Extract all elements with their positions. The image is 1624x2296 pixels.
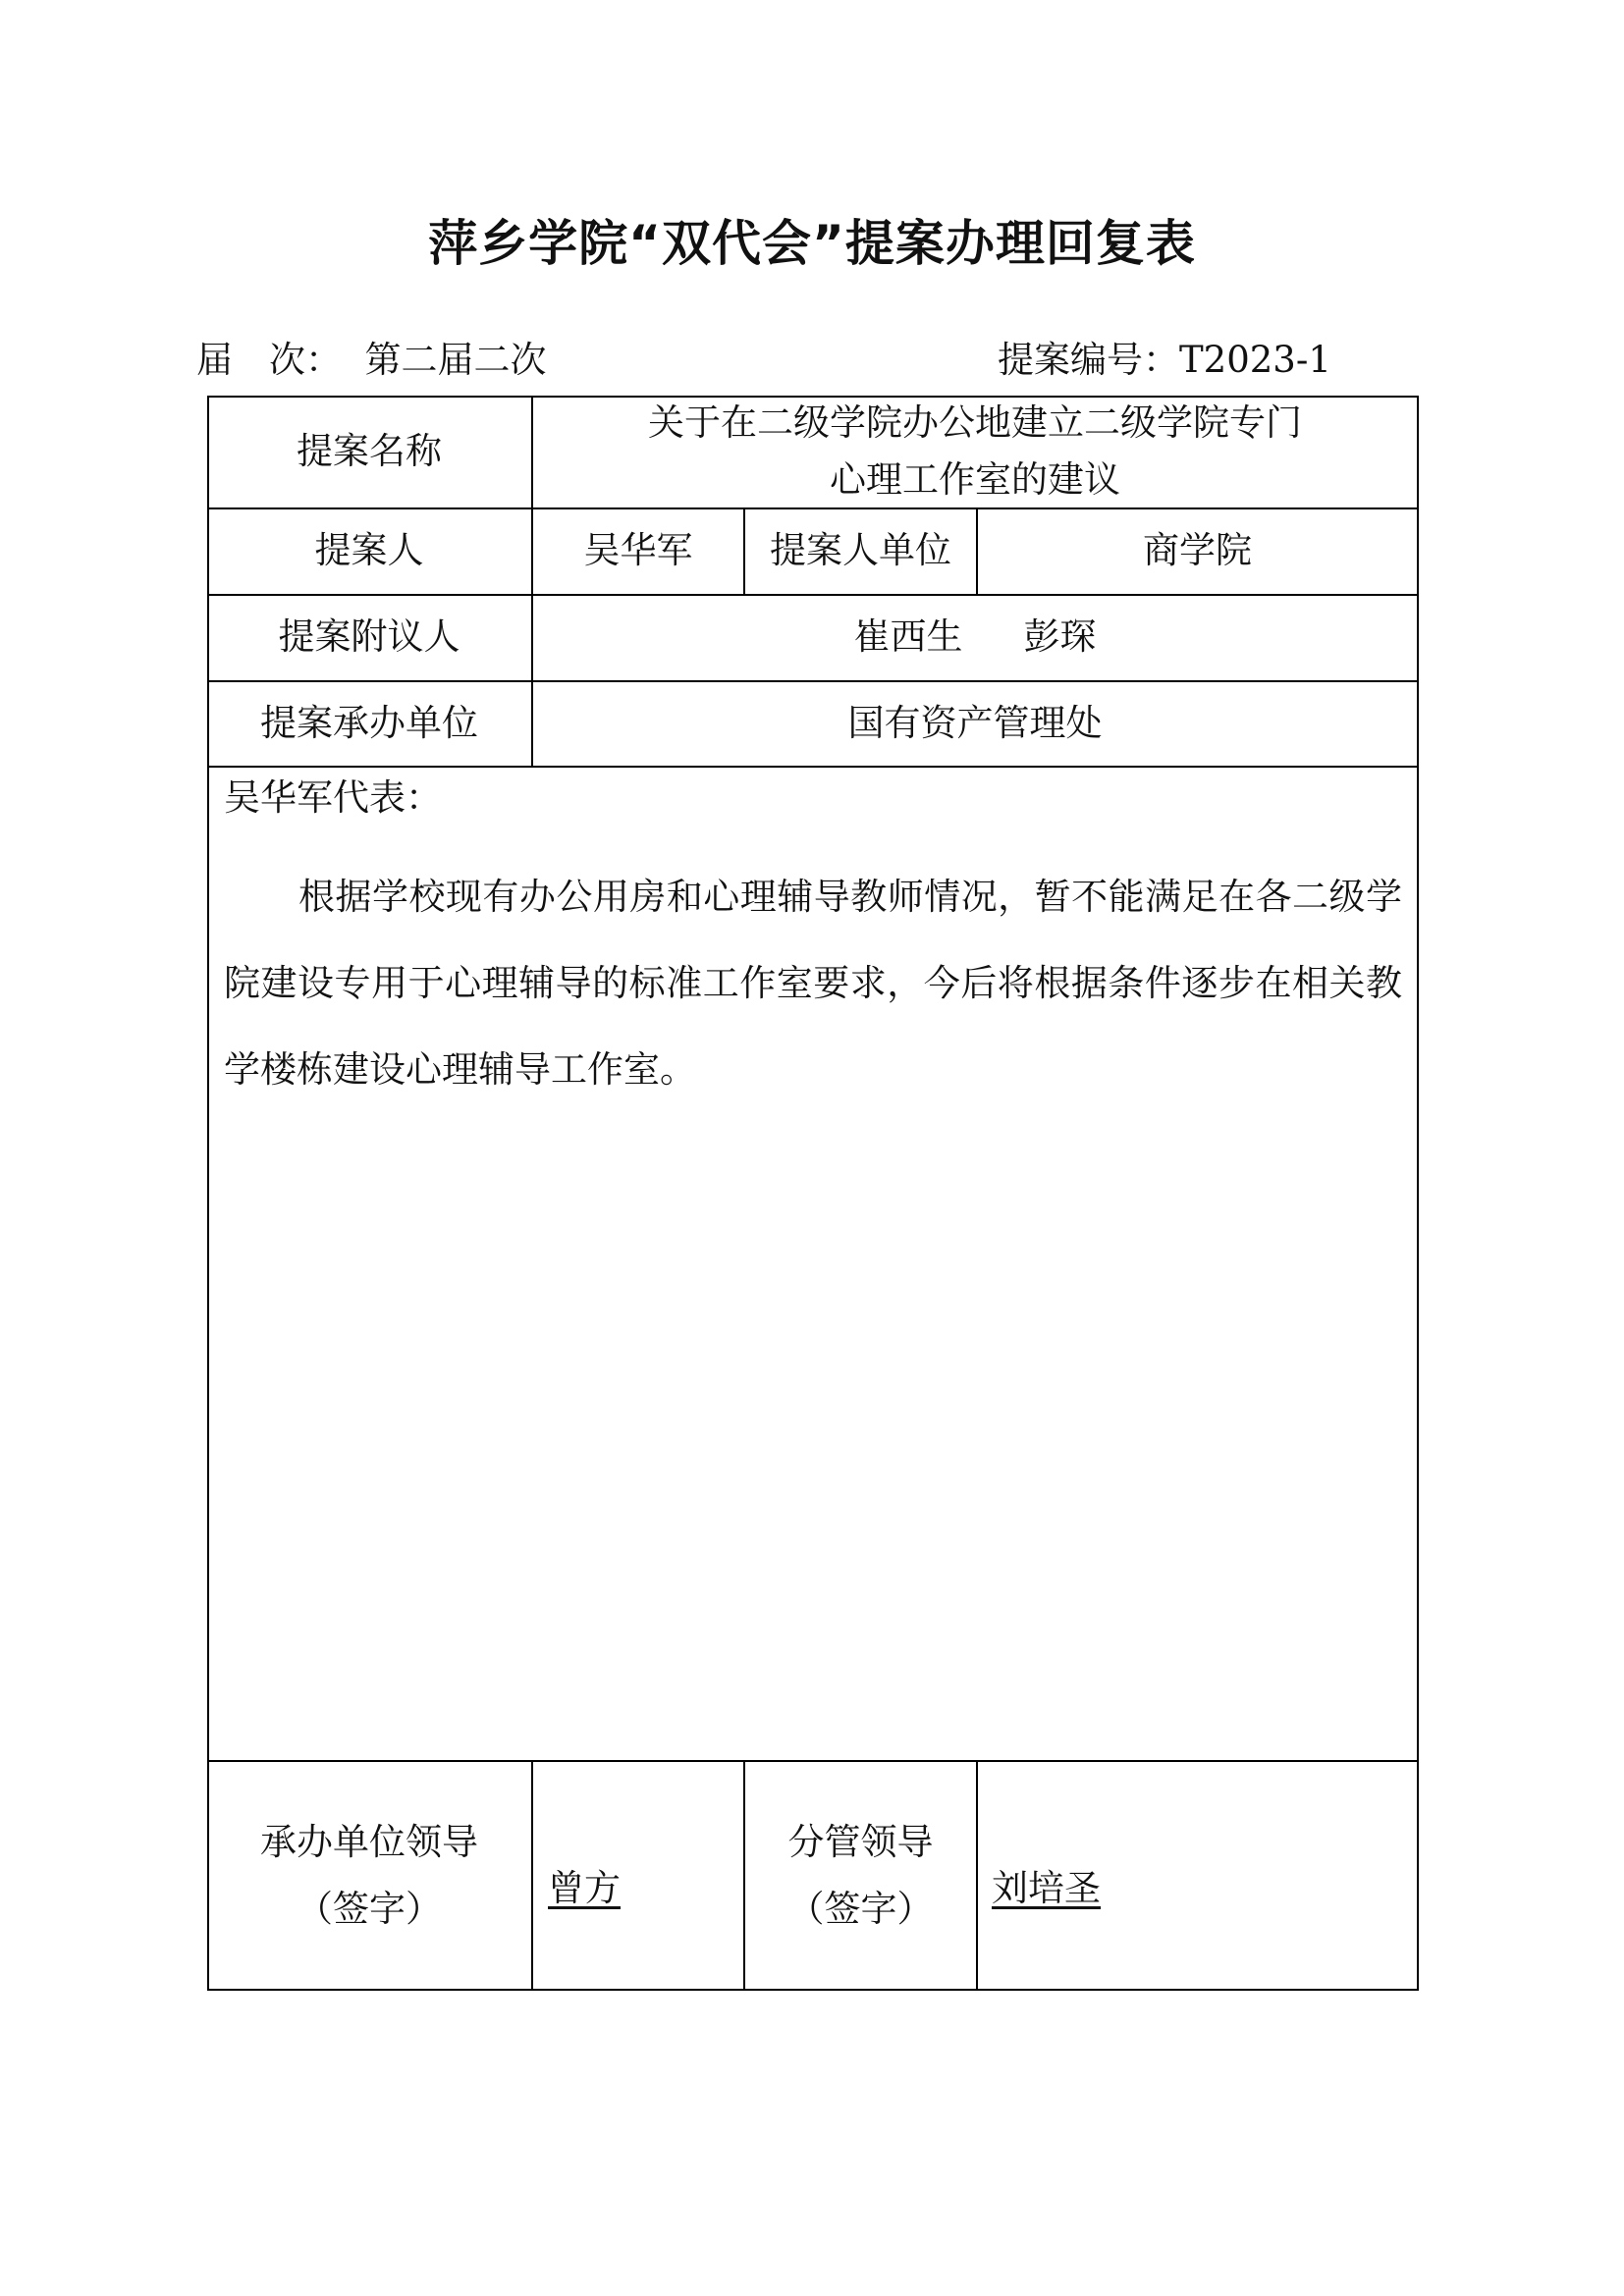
session-spacer [342, 339, 365, 381]
session-info [196, 330, 547, 383]
handling-leader-signature: 曾方 [548, 1867, 621, 1909]
session-value: 第二届二次 [364, 339, 547, 381]
proposal-number-label: 提案编号： [998, 339, 1179, 381]
co-proposer-label: 提案附议人 [278, 615, 460, 659]
proposer-unit-value: 商学院 [1143, 529, 1252, 572]
co-proposer-value [533, 594, 1417, 680]
proposal-name-label: 提案名称 [297, 430, 442, 473]
co-proposer-name: 彭琛 [1023, 615, 1097, 659]
page-title: 萍乡学院“双代会”提案办理回复表 [428, 215, 1196, 272]
proposal-number-info [998, 330, 1331, 383]
proposer-unit-label: 提案人单位 [770, 529, 951, 572]
table-border-right [1417, 396, 1419, 1991]
handling-unit-value: 国有资产管理处 [847, 701, 1103, 744]
supervising-leader-label [745, 1762, 976, 1989]
supervising-leader-label-line-2: （签字） [787, 1887, 934, 1930]
proposal-name-value [533, 396, 1417, 507]
supervising-leader-label-line-1: 分管领导 [787, 1820, 934, 1863]
proposal-name-line-2: 心理工作室的建议 [830, 458, 1120, 501]
handling-leader-label-line-2: （签字） [297, 1887, 442, 1930]
proposal-number-value: T2023-1 [1179, 339, 1331, 381]
co-proposer-name: 崔西生 [853, 615, 963, 659]
col-divider [531, 1760, 533, 1991]
session-label: 届 次： [196, 339, 342, 381]
handling-leader-label-line-1: 承办单位领导 [260, 1820, 478, 1863]
opinion-body: 根据学校现有办公用房和心理辅导教师情况，暂不能满足在各二级学院建设专用于心理辅导的标准工作室要求，今后将根据条件逐步在相关教学楼栋建设心理辅导工作室。 [224, 876, 1402, 1091]
opinion-salutation: 吴华军代表： [224, 776, 442, 819]
proposer-label: 提案人 [314, 529, 424, 572]
handling-leader-label [207, 1762, 531, 1989]
supervising-leader-signature: 刘培圣 [992, 1867, 1101, 1909]
reply-form-table [207, 396, 1419, 1991]
handling-unit-label: 提案承办单位 [260, 701, 478, 744]
col-divider [976, 1760, 978, 1991]
proposer-value: 吴华军 [583, 529, 693, 572]
proposal-name-line-1: 关于在二级学院办公地建立二级学院专门 [648, 401, 1302, 444]
table-border-bottom [207, 1989, 1419, 1991]
